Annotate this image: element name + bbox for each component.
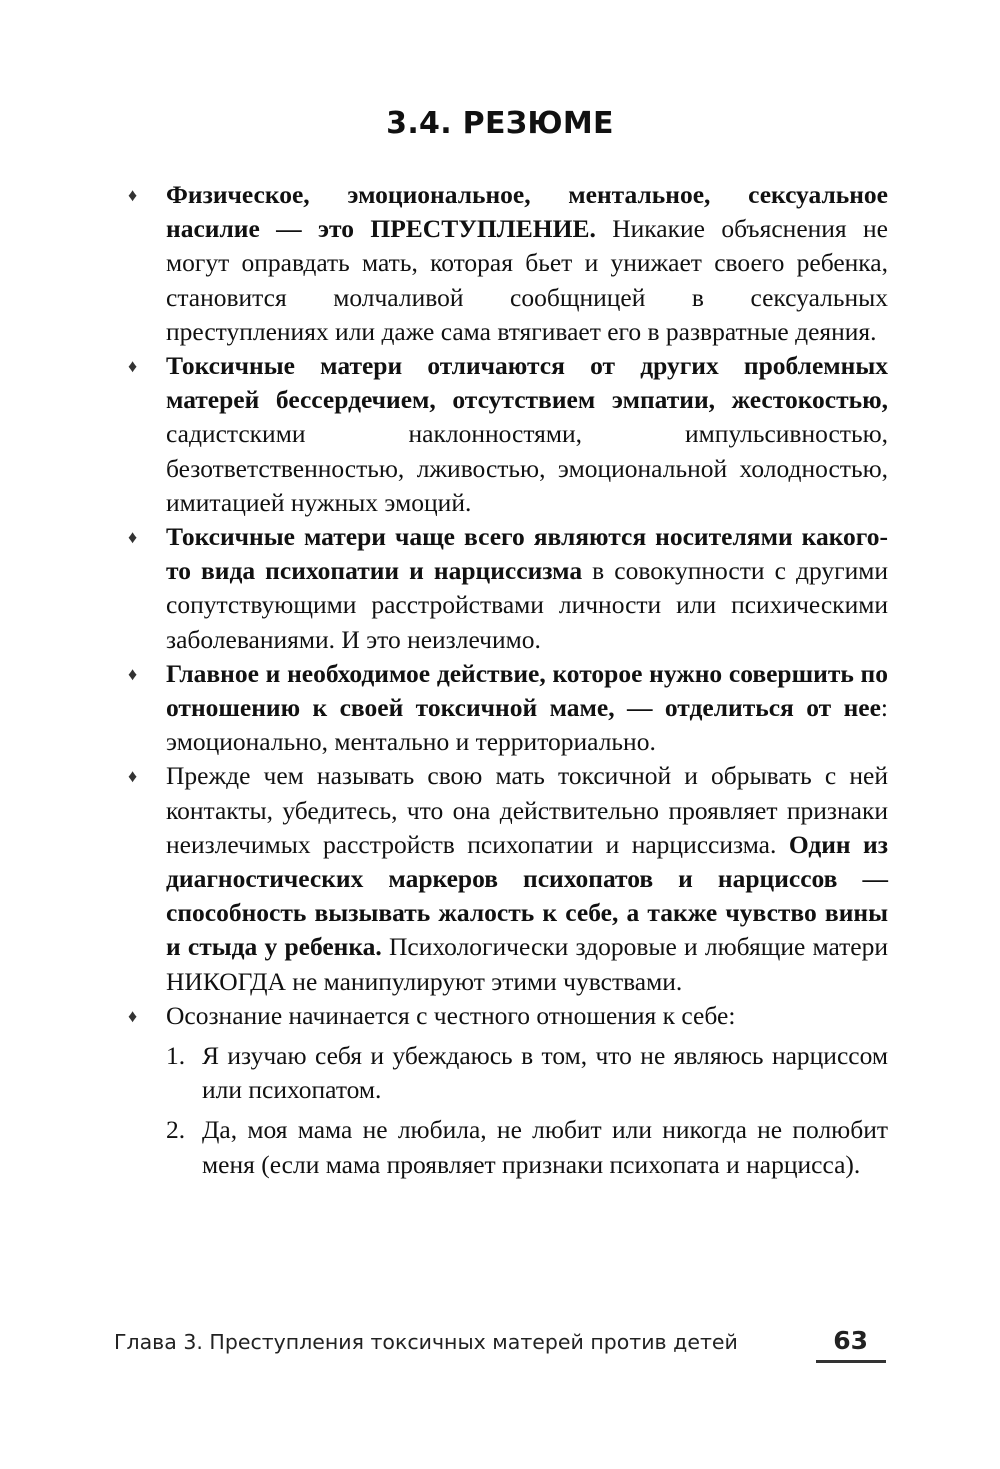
item-bold-text: Главное и необходимое действие, которое нужно совершить по отношению к своей токсичной маме, — отделиться от нее bbox=[166, 658, 888, 723]
diamond-bullet-icon: ♦ bbox=[128, 527, 138, 548]
sublist-text: Да, моя мама не любила, не любит или никогда не полюбит меня (если мама проявляет признаки психопата и нарцисса). bbox=[202, 1115, 888, 1179]
section-title: 3.4. РЕЗЮМЕ bbox=[386, 106, 614, 141]
list-item bbox=[128, 520, 888, 657]
list-item bbox=[128, 999, 888, 1182]
list-item bbox=[128, 657, 888, 760]
list-item bbox=[128, 759, 888, 998]
item-bold-text: Физическое, эмоциональное, ментальное, сексуальное насилие — это ПРЕСТУПЛЕНИЕ. bbox=[166, 180, 888, 244]
sublist-number: 1. bbox=[166, 1041, 186, 1071]
sublist-item bbox=[166, 1039, 888, 1107]
page-number: 63 bbox=[833, 1326, 868, 1355]
page-footer bbox=[114, 1326, 886, 1370]
diamond-bullet-icon: ♦ bbox=[128, 356, 138, 377]
item-text-before: Прежде чем называть свою мать токсичной и обрывать с ней контакты, убедитесь, что она действительно проявляет признаки неизлечимых расстройств психопатии и нарциссизма. bbox=[166, 761, 888, 859]
item-bold-text: Токсичные матери чаще всего являются носителями какого-то вида психопатии и нарциссизма bbox=[166, 522, 888, 586]
item-text: : эмоционально, ментально и территориально. bbox=[166, 693, 888, 757]
list-item bbox=[128, 178, 888, 349]
item-text: садистскими наклонностями, импульсивностью, безответственностью, лживостью, эмоциональной холодностью, имитацией нужных эмоций. bbox=[166, 419, 888, 517]
running-head: Глава 3. Преступления токсичных матерей против детей bbox=[114, 1330, 738, 1354]
item-text: Психологически здоровые и любящие матери НИКОГДА не манипулируют этими чувствами. bbox=[166, 932, 888, 996]
page-number-underline bbox=[816, 1360, 886, 1363]
diamond-bullet-icon: ♦ bbox=[128, 185, 138, 205]
list-item bbox=[128, 349, 888, 520]
diamond-bullet-icon: ♦ bbox=[128, 766, 138, 787]
item-text: Никакие объяснения не могут оправдать мать, которая бьет и унижает своего ребенка, становится молчаливой сообщницей в сексуальных преступлениях или даже сама втягивает его в развратные деяния. bbox=[166, 214, 889, 346]
sublist-text: Я изучаю себя и убеждаюсь в том, что не являюсь нарциссом или психопатом. bbox=[202, 1041, 888, 1105]
diamond-bullet-icon: ♦ bbox=[128, 663, 138, 684]
item-text: Осознание начинается с честного отношения к себе: bbox=[166, 1000, 736, 1030]
item-text: в совокупности с другими сопутствующими расстройствами личности или психическими заболеваниями. И это неизлечимо. bbox=[166, 556, 889, 654]
diamond-bullet-icon: ♦ bbox=[128, 1005, 138, 1026]
sublist-item bbox=[166, 1113, 888, 1181]
sublist-number: 2. bbox=[166, 1115, 186, 1145]
item-bold-text: Один из диагностических маркеров психопатов и нарциссов — способность вызывать жалость к себе, а также чувство вины и стыда у ребенка. bbox=[166, 829, 888, 962]
item-bold-text: Токсичные матери отличаются от других проблемных матерей бессердечием, отсутствием эмпатии, жестокостью, bbox=[166, 351, 888, 415]
summary-list bbox=[128, 178, 888, 1182]
numbered-sublist bbox=[166, 1039, 888, 1182]
